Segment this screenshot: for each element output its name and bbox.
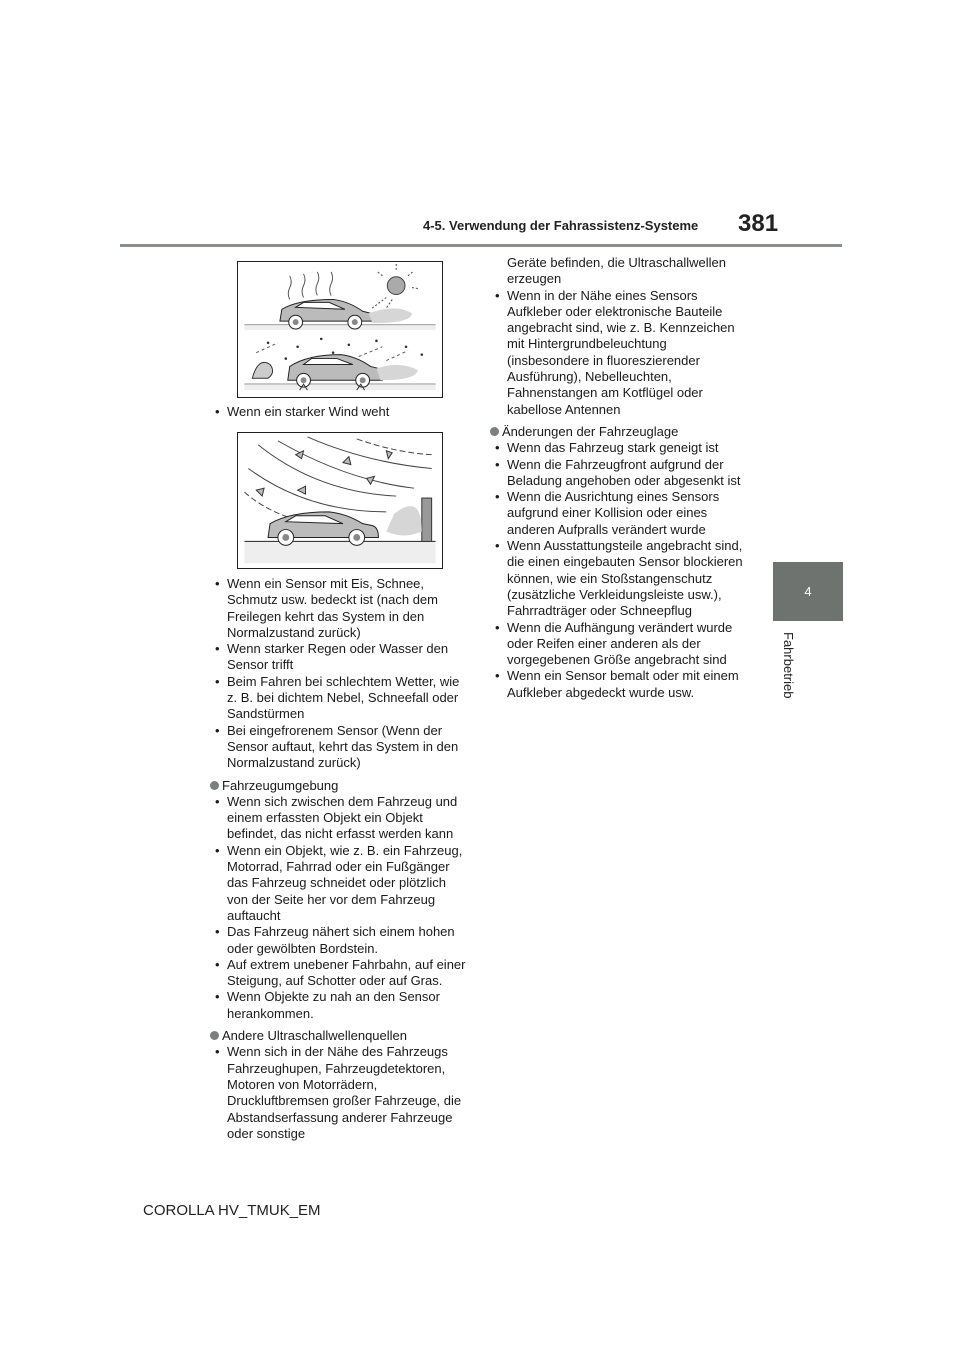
bullet-mark: • (495, 619, 500, 635)
list-item (490, 288, 752, 418)
list-item (490, 620, 752, 669)
list-item-text: Das Fahrzeug nähert sich einem hohen oder gewölbten Bordstein. (227, 924, 455, 956)
bullet-mark: • (215, 989, 220, 1005)
list-item (210, 674, 470, 723)
weather-illustration (237, 261, 443, 398)
bullet-mark: • (495, 668, 500, 684)
list-item-text: Wenn ein starker Wind weht (227, 404, 390, 419)
bullet-mark: • (215, 924, 220, 940)
list-item-text: Wenn ein Sensor bemalt oder mit einem Aufkleber abgedeckt wurde usw. (507, 668, 739, 700)
sensor-conditions-list (210, 576, 470, 772)
list-item (210, 1044, 470, 1142)
section-heading (210, 1028, 470, 1044)
list-item (490, 668, 752, 701)
bullet-mark: • (495, 456, 500, 472)
list-item-text: Bei eingefrorenem Sensor (Wenn der Sensor auftaut, kehrt das System in den Normalzustand zurück) (227, 722, 459, 771)
list-item-text: Beim Fahren bei schlechtem Wetter, wie z. B. bei dichtem Nebel, Schneefall oder Sandstürmen (227, 673, 460, 722)
bullet-mark: • (215, 1044, 220, 1060)
wind-illustration-svg (238, 433, 442, 568)
list-item (210, 957, 470, 990)
weather-illustration-svg (238, 262, 442, 397)
right-column (490, 255, 752, 707)
ultrasound-continued (490, 255, 752, 418)
list-item (210, 989, 470, 1022)
wind-illustration (237, 432, 443, 569)
chapter-label: Fahrbetrieb (781, 632, 796, 699)
ultrasound-section (210, 1028, 470, 1142)
list-item (490, 457, 752, 490)
list-item-text: Wenn sich in der Nähe des Fahrzeugs Fahrzeughupen, Fahrzeugdetektoren, Motoren von Motorrädern, Druckluftbremsen großer Fahrzeuge, die Abstandserfassung anderer Fahrzeuge oder sonstige (227, 1044, 462, 1141)
bullet-mark: • (495, 538, 500, 554)
bullet-mark: • (215, 641, 220, 657)
bullet-mark: • (495, 489, 500, 505)
list-item-text: Wenn Objekte zu nah an den Sensor herankommen. (227, 989, 440, 1021)
bullet-mark: • (215, 722, 220, 738)
list-item-text: Wenn die Fahrzeugfront aufgrund der Beladung angehoben oder abgesenkt ist (507, 456, 741, 488)
bullet-mark: • (215, 576, 220, 591)
header-rule (120, 244, 842, 247)
bullet-mark: • (215, 842, 220, 858)
list-item (210, 576, 470, 641)
page-number: 381 (738, 210, 779, 237)
bullet-mark: • (215, 404, 220, 419)
list-item-text: Wenn Ausstattungsteile angebracht sind, die einen eingebauten Sensor blockieren können, wie ein Stoßstangenschutz (zusätzliche Verkleidungsleiste usw.), Fahrradträger oder Schneepflug (507, 538, 743, 619)
list-item-text: Wenn die Aufhängung verändert wurde oder Reifen einer anderen als der vorgegebenen Größe angebracht sind (507, 619, 733, 668)
wind-list (210, 404, 470, 420)
list-item (490, 440, 752, 456)
circle-bullet-icon (210, 1031, 219, 1040)
circle-bullet-icon (210, 781, 219, 790)
list-item (210, 843, 470, 924)
section-heading (210, 778, 470, 794)
left-column-a (210, 404, 470, 420)
section-heading-text: Änderungen der Fahrzeuglage (502, 423, 679, 439)
bullet-mark: • (495, 287, 500, 303)
section-heading-text: Fahrzeugumgebung (222, 777, 339, 793)
list-item-text: Wenn das Fahrzeug stark geneigt ist (507, 440, 719, 456)
list-item-text: Auf extrem unebener Fahrbahn, auf einer Steigung, auf Schotter oder auf Gras. (227, 956, 466, 989)
list-item-text: Wenn starker Regen oder Wasser den Sensor trifft (227, 641, 449, 673)
list-item-continuation (490, 255, 752, 288)
list-item (210, 404, 470, 420)
list-item-text: Geräte befinden, die Ultraschallwellen erzeugen (507, 255, 726, 287)
vehicle-position-section (490, 424, 752, 701)
list-item-text: Wenn ein Objekt, wie z. B. ein Fahrzeug, Motorrad, Fahrrad oder ein Fußgänger das Fahrzeug schneidet oder plötzlich von der Seite her vor dem Fahrzeug auftaucht (227, 842, 463, 923)
list-item (210, 794, 470, 843)
chapter-tab[interactable]: 4 (773, 562, 843, 621)
section-title: 4-5. Verwendung der Fahrassistenz-Systeme (423, 218, 699, 233)
bullet-mark: • (215, 956, 220, 972)
bullet-mark: • (215, 673, 220, 689)
circle-bullet-icon (490, 427, 499, 436)
footer-model: COROLLA HV_TMUK_EM (143, 1202, 321, 1219)
list-item-text: Wenn in der Nähe eines Sensors Aufkleber oder elektronische Bauteile angebracht sind, wie z. B. Kennzeichen mit Hintergrundbeleuchtung (insbesondere in fluoreszierender Ausführung), Nebelleuchten, Fahnenstangen am Kotflügel oder kabellose Antennen (507, 287, 735, 417)
list-item (210, 924, 470, 957)
left-column-b (210, 576, 470, 1148)
list-item (490, 538, 752, 619)
section-heading-text: Andere Ultraschallwellenquellen (222, 1028, 407, 1044)
list-item-text: Wenn die Ausrichtung eines Sensors aufgrund einer Kollision oder eines anderen Aufpralls verändert wurde (507, 489, 720, 537)
list-item (490, 489, 752, 538)
bullet-mark: • (215, 793, 220, 809)
section-heading (490, 424, 752, 440)
list-item-text: Wenn ein Sensor mit Eis, Schnee, Schmutz usw. bedeckt ist (nach dem Freilegen kehrt das System in den Normalzustand zurück) (227, 576, 438, 640)
list-item (210, 723, 470, 772)
environment-section (210, 778, 470, 1022)
list-item-text: Wenn sich zwischen dem Fahrzeug und einem erfassten Objekt ein Objekt befindet, das nicht erfasst werden kann (227, 793, 458, 842)
bullet-mark: • (495, 440, 500, 456)
list-item (210, 641, 470, 674)
